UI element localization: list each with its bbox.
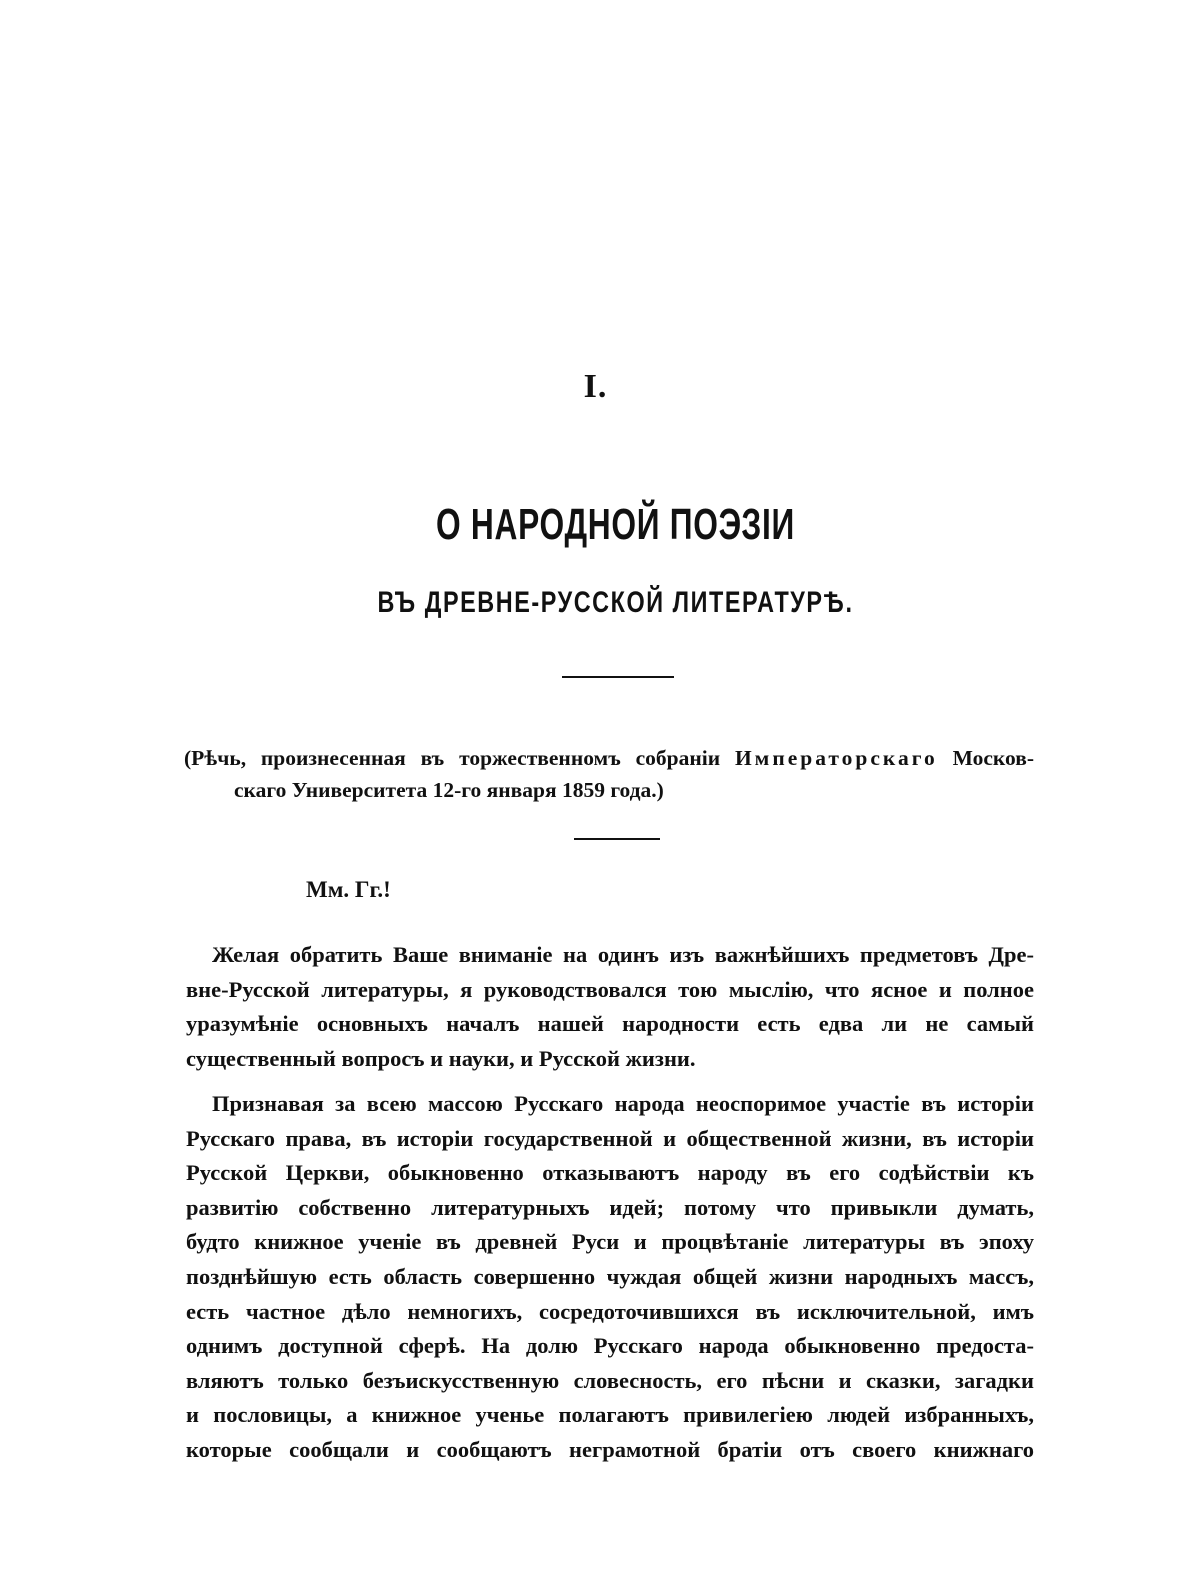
speech-note	[184, 742, 1034, 806]
text-line: Русской Церкви, обыкновенно отказываютъ народу въ его содѣйствіи къ	[186, 1160, 1034, 1186]
chapter-subtitle: ВЪ ДРЕВНЕ-РУССКОЙ ЛИТЕРАТУРѢ.	[377, 586, 854, 619]
text-line: позднѣйшую есть область совершенно чуждая общей жизни народныхъ массъ,	[186, 1263, 1034, 1289]
text-line: будто книжное ученіе въ древней Руси и процвѣтаніе литературы въ эпоху	[186, 1229, 1034, 1255]
paragraph-1	[186, 938, 1034, 1076]
text-line: однимъ доступной сферѣ. На долю Русскаго народа обыкновенно предоста-	[186, 1333, 1034, 1359]
text-line: есть частное дѣло немногихъ, сосредоточившихся въ исключительной, имъ	[186, 1298, 1034, 1324]
chapter-number: I.	[583, 368, 608, 405]
text-line: Желая обратить Ваше вниманіе на одинъ изъ важнѣйшихъ предметовъ Дре-	[212, 942, 1034, 967]
divider-rule	[562, 676, 674, 678]
text-line: Русскаго права, въ исторіи государственной и общественной жизни, въ исторіи	[186, 1125, 1034, 1151]
text-line: существенный вопросъ и науки, и Русской жизни.	[186, 1045, 696, 1071]
divider-rule-small	[574, 838, 660, 840]
text-line: которые сообщали и сообщаютъ неграмотной братіи отъ своего книжнаго	[186, 1436, 1034, 1462]
paragraph-2	[186, 1087, 1034, 1468]
text-line: уразумѣніе основныхъ началъ нашей народности есть едва ли не самый	[186, 1011, 1034, 1037]
speech-note-line-2: скаго Университета 12-го января 1859 года.)	[234, 778, 664, 802]
text-line: вне-Русской литературы, я руководствовался тою мыслію, что ясное и полное	[186, 976, 1034, 1002]
text-line: и пословицы, а книжное ученье полагаютъ привилегіею людей избранныхъ,	[186, 1402, 1034, 1428]
chapter-title: О НАРОДНОЙ ПОЭЗІИ	[436, 500, 795, 549]
salutation: Мм. Гг.!	[306, 877, 391, 902]
text-line: Признавая за всею массою Русскаго народа неоспоримое участіе въ исторіи	[212, 1091, 1034, 1116]
emperor-spaced-word: Императорскаго	[734, 746, 938, 770]
speech-note-line-1: (Рѣчь, произнесенная въ торжественномъ собраніи Императорскаго Москов-	[184, 746, 1034, 770]
text-line: вляютъ только безъискусственную словесность, его пѣсни и сказки, загадки	[186, 1367, 1034, 1393]
text-line: развитію собственно литературныхъ идей; потому что привыкли думать,	[186, 1194, 1034, 1220]
